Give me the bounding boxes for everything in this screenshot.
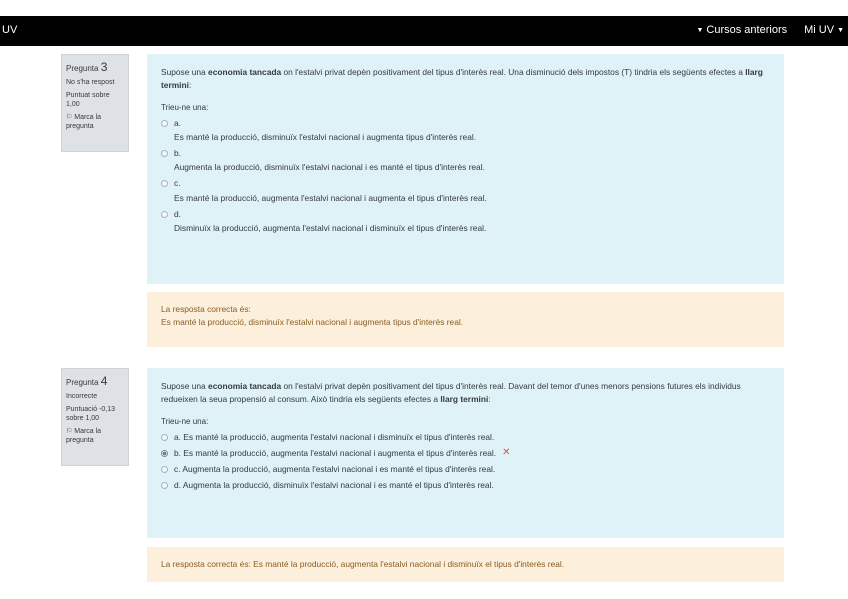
caret-down-icon: ▼: [696, 27, 704, 34]
choose-one-prompt: Trieu-ne una:: [161, 103, 209, 113]
flag-icon: ⚐: [66, 113, 73, 121]
radio-button[interactable]: [161, 120, 168, 127]
caret-down-icon: ▼: [837, 27, 844, 34]
option-text: Disminuïx la producció, augmenta l'estalvi nacional i disminuïx el tipus d'interès real.: [174, 222, 487, 233]
option-text: c. Augmenta la producció, augmenta l'estalvi nacional i es manté el tipus d'interès real.: [174, 464, 496, 475]
top-navbar: [0, 16, 848, 46]
option-text: Es manté la producció, disminuïx l'estalvi nacional i augmenta tipus d'interès real.: [174, 132, 477, 143]
feedback-label: La resposta correcta és:: [161, 304, 251, 314]
option-letter: a.: [174, 118, 181, 129]
option-text: d. Augmenta la producció, disminuïx l'estalvi nacional i es manté el tipus d'interès real.: [174, 480, 494, 491]
flag-icon: ⚐: [66, 427, 73, 435]
option-text: Es manté la producció, augmenta l'estalvi nacional i augmenta el tipus d'interès real.: [174, 192, 487, 203]
my-uv-label: Mi UV: [804, 24, 835, 36]
radio-button[interactable]: [161, 150, 168, 157]
question-formulation-3: [147, 54, 784, 284]
option-text: Augmenta la producció, disminuïx l'estalvi nacional i es manté el tipus d'interès real.: [174, 162, 485, 173]
flag-question-link[interactable]: ⚐ Marca la pregunta: [66, 427, 102, 444]
radio-button[interactable]: [161, 434, 168, 441]
incorrect-icon: ✕: [502, 447, 511, 459]
previous-courses-menu[interactable]: [696, 24, 787, 36]
question-number: Pregunta 4: [66, 374, 108, 388]
question-text: Supose una economia tancada on l'estalvi privat depèn positivament del tipus d'interès real. Una disminució dels impostos (T) tindria els següents efectes a llarg termini:: [161, 67, 763, 91]
option-letter: c.: [174, 178, 181, 189]
option-letter: d.: [174, 208, 181, 219]
feedback-4: [147, 547, 784, 582]
flag-question-link[interactable]: ⚐ Marca la pregunta: [66, 113, 102, 130]
question-info-3: [61, 54, 129, 152]
feedback-3: [147, 292, 784, 347]
option-text: a. Es manté la producció, augmenta l'estalvi nacional i disminuïx el tipus d'interès real.: [174, 432, 495, 443]
brand-logo[interactable]: UV: [2, 24, 18, 36]
answer-option-a[interactable]: [161, 117, 770, 144]
answer-option-a[interactable]: [161, 431, 770, 444]
answer-option-d[interactable]: [161, 479, 770, 492]
option-text: b. Es manté la producció, augmenta l'estalvi nacional i augmenta el tipus d'interès real.: [174, 448, 497, 459]
question-formulation-4: [147, 368, 784, 538]
question-state: Incorrecte: [66, 393, 98, 401]
answer-option-c[interactable]: [161, 463, 770, 476]
radio-button[interactable]: [161, 180, 168, 187]
option-letter: b.: [174, 148, 181, 159]
answer-option-b[interactable]: [161, 147, 770, 174]
question-text: Supose una economia tancada on l'estalvi privat depèn positivament del tipus d'interès real. Davant del temor d'unes menors pensions futures els individus redueixen la seua propensió al consum. Això tindria els següents efectes a llarg termini:: [161, 381, 741, 405]
radio-button-selected[interactable]: [161, 450, 168, 457]
my-uv-menu[interactable]: [804, 24, 844, 36]
feedback-answer: La resposta correcta és: Es manté la producció, augmenta l'estalvi nacional i disminuïx el tipus d'interès real.: [161, 559, 565, 569]
question-number: Pregunta 3: [66, 60, 108, 74]
answer-option-d[interactable]: [161, 208, 770, 235]
question-state: No s'ha respost: [66, 79, 115, 87]
radio-button[interactable]: [161, 211, 168, 218]
question-grade: Puntuat sobre 1,00: [66, 91, 110, 109]
question-info-4: [61, 368, 129, 466]
feedback-answer: Es manté la producció, disminuïx l'estalvi nacional i augmenta tipus d'interès real.: [161, 317, 464, 328]
answer-option-b[interactable]: [161, 447, 770, 460]
choose-one-prompt: Trieu-ne una:: [161, 417, 209, 427]
question-grade: Puntuació -0,13 sobre 1,00: [66, 405, 116, 423]
previous-courses-label: Cursos anteriors: [706, 24, 788, 36]
radio-button[interactable]: [161, 482, 168, 489]
radio-button[interactable]: [161, 466, 168, 473]
answer-option-c[interactable]: [161, 177, 770, 204]
